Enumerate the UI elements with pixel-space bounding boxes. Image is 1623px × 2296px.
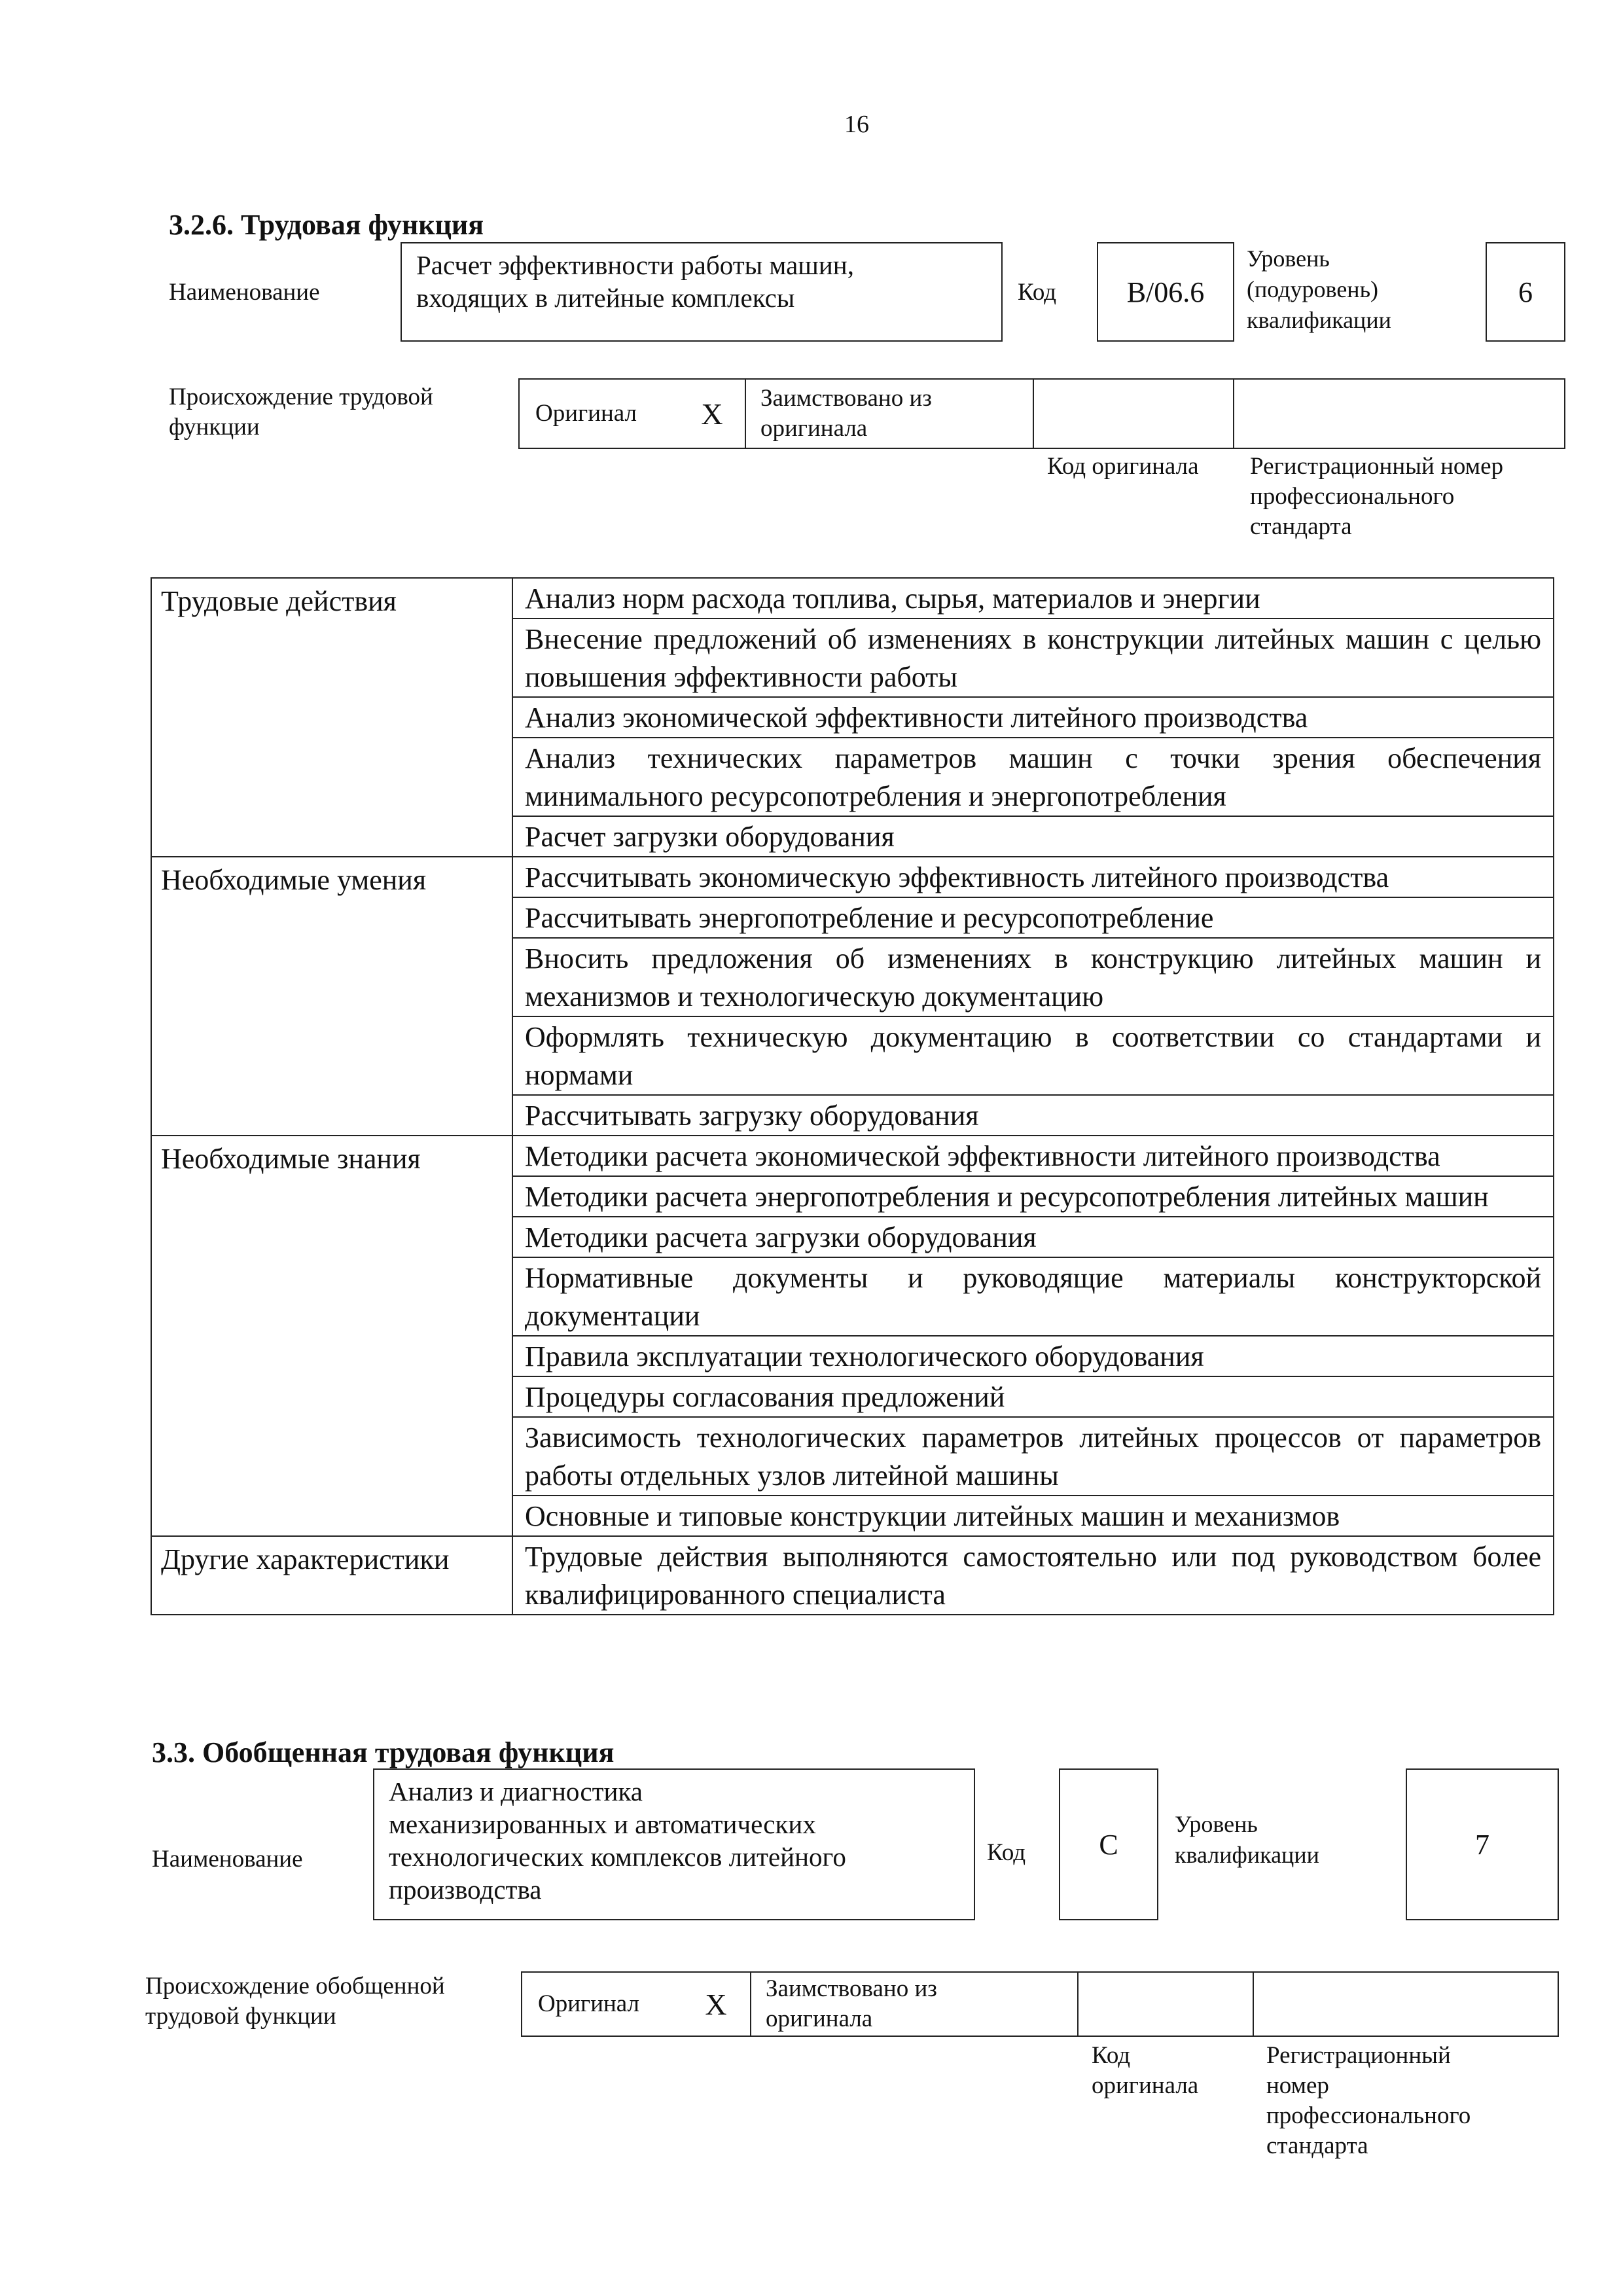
table-cell: Рассчитывать экономическую эффективность литейного производства	[512, 857, 1554, 897]
name-line: технологических комплексов литейного	[389, 1842, 846, 1872]
section-33-level-box	[1406, 1768, 1559, 1920]
table-cell: Вносить предложения об изменениях в конструкцию литейных машин и механизмов и технологическую документацию	[512, 938, 1554, 1016]
section-33-origin-label	[145, 1971, 445, 2032]
level-label-line: квалификации	[1247, 307, 1391, 333]
table-cell: Методики расчета экономической эффективности литейного производства	[512, 1136, 1554, 1176]
caption-reg-line: профессионального	[1266, 2102, 1471, 2129]
caption-reg	[1250, 452, 1503, 542]
section-33-code-label: Код	[987, 1839, 1026, 1866]
table-cell: Внесение предложений об изменениях в конструкции литейных машин с целью повышения эффективности работы	[512, 619, 1554, 697]
caption-reg-line: номер	[1266, 2072, 1329, 2099]
table-cell: Анализ норм расхода топлива, сырья, материалов и энергии	[512, 578, 1554, 619]
section-33-code-box	[1059, 1768, 1158, 1920]
section-33-origin-row	[521, 1971, 1559, 2037]
level-label-line: квалификации	[1175, 1842, 1319, 1868]
caption-reg	[1266, 2041, 1471, 2161]
table-cell: Методики расчета энергопотребления и ресурсопотребления литейных машин	[512, 1176, 1554, 1217]
caption-reg-line: стандарта	[1250, 513, 1352, 540]
caption-code-line: Код	[1092, 2042, 1131, 2069]
level-label-line: Уровень	[1175, 1811, 1258, 1837]
table-cell: Нормативные документы и руководящие материалы конструкторской документации	[512, 1257, 1554, 1336]
table-row	[151, 578, 1554, 619]
table-cell: Правила эксплуатации технологического оборудования	[512, 1336, 1554, 1376]
original-cell	[520, 380, 679, 448]
original-mark: X	[701, 397, 723, 431]
original-code-cell	[1077, 1973, 1253, 2036]
table-cell: Рассчитывать загрузку оборудования	[512, 1095, 1554, 1136]
row-header-knowledge: Необходимые знания	[151, 1136, 512, 1536]
original-mark: X	[705, 1987, 727, 2021]
name-line: механизированных и автоматических	[389, 1809, 816, 1839]
table-cell: Трудовые действия выполняются самостоятельно или под руководством более квалифицированного специалиста	[512, 1536, 1554, 1615]
table-cell: Процедуры согласования предложений	[512, 1376, 1554, 1417]
section-33-name-label: Наименование	[152, 1846, 303, 1873]
section-326-level-box	[1486, 242, 1565, 342]
section-33-level-label	[1175, 1809, 1319, 1871]
original-label: Оригинал	[535, 400, 637, 427]
level-value: 7	[1475, 1828, 1489, 1861]
table-cell: Рассчитывать энергопотребление и ресурсопотребление	[512, 897, 1554, 938]
borrowed-cell	[745, 380, 1033, 448]
borrowed-label-line: оригинала	[760, 415, 868, 442]
original-cell	[522, 1973, 682, 2036]
row-header-skills: Необходимые умения	[151, 857, 512, 1136]
section-326-level-label	[1247, 243, 1391, 336]
borrowed-cell	[750, 1973, 1077, 2036]
section-33-name-box	[373, 1768, 975, 1920]
reg-number-cell	[1253, 1973, 1558, 2036]
section-326-origin-row	[518, 378, 1565, 449]
caption-code-line: оригинала	[1092, 2072, 1199, 2099]
borrowed-label-line: оригинала	[766, 2005, 873, 2032]
borrowed-label-line: Заимствовано из	[760, 385, 932, 412]
name-line: Расчет эффективности работы машин,	[416, 250, 854, 280]
table-row	[151, 1136, 1554, 1176]
original-label: Оригинал	[538, 1990, 640, 2017]
caption-code	[1092, 2041, 1198, 2101]
original-mark-cell	[682, 1973, 750, 2036]
code-value: B/06.6	[1126, 276, 1205, 308]
caption-code: Код оригинала	[1047, 453, 1199, 480]
level-label-line: (подуровень)	[1247, 276, 1378, 302]
section-326-name-label: Наименование	[169, 279, 320, 306]
row-header-other: Другие характеристики	[151, 1536, 512, 1615]
reg-number-cell	[1233, 380, 1564, 448]
table-cell: Методики расчета загрузки оборудования	[512, 1217, 1554, 1257]
table-cell: Анализ технических параметров машин с точки зрения обеспечения минимального ресурсопотребления и энергопотребления	[512, 738, 1554, 816]
section-326-name-box	[401, 242, 1003, 342]
function-table	[151, 577, 1554, 1615]
original-code-cell	[1033, 380, 1233, 448]
level-value: 6	[1518, 276, 1533, 308]
section-326-code-label: Код	[1018, 279, 1057, 306]
caption-reg-line: стандарта	[1266, 2132, 1368, 2159]
origin-label-line: Происхождение трудовой	[169, 384, 433, 410]
name-line: Анализ и диагностика	[389, 1776, 643, 1806]
section-326-code-box	[1097, 242, 1234, 342]
origin-label-line: трудовой функции	[145, 2003, 336, 2030]
table-cell: Зависимость технологических параметров литейных процессов от параметров работы отдельных узлов литейной машины	[512, 1417, 1554, 1496]
origin-label-line: Происхождение обобщенной	[145, 1973, 445, 2000]
table-cell: Анализ экономической эффективности литейного производства	[512, 697, 1554, 738]
section-326-origin-label	[169, 382, 433, 442]
caption-reg-line: профессионального	[1250, 483, 1455, 510]
table-cell: Расчет загрузки оборудования	[512, 816, 1554, 857]
caption-reg-line: Регистрационный	[1266, 2042, 1451, 2069]
section-326-heading: 3.2.6. Трудовая функция	[169, 209, 484, 241]
table-cell: Основные и типовые конструкции литейных машин и механизмов	[512, 1496, 1554, 1536]
table-row	[151, 1536, 1554, 1615]
level-label-line: Уровень	[1247, 245, 1330, 272]
table-row	[151, 857, 1554, 897]
name-line: входящих в литейные комплексы	[416, 283, 795, 313]
row-header-actions: Трудовые действия	[151, 578, 512, 857]
name-line: производства	[389, 1874, 542, 1905]
caption-reg-line: Регистрационный номер	[1250, 453, 1504, 480]
page-number: 16	[844, 111, 869, 138]
original-mark-cell	[679, 380, 745, 448]
origin-label-line: функции	[169, 414, 260, 440]
section-33-heading: 3.3. Обобщенная трудовая функция	[152, 1736, 615, 1768]
table-cell: Оформлять техническую документацию в соответствии со стандартами и нормами	[512, 1016, 1554, 1095]
borrowed-label-line: Заимствовано из	[766, 1975, 937, 2002]
code-value: C	[1099, 1828, 1118, 1861]
